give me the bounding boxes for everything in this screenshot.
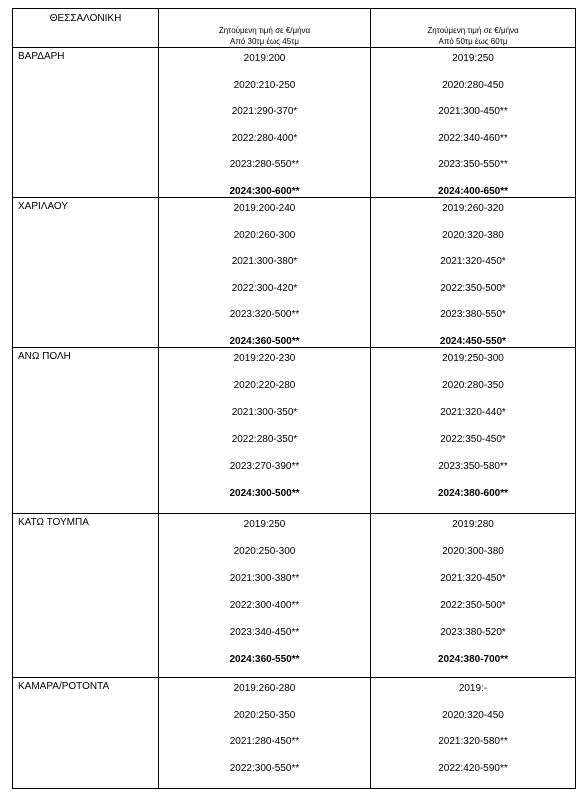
large-header-line1: Ζητούμενη τιμή σε €/μήνα bbox=[427, 26, 519, 35]
large-apartment-prices-cell bbox=[371, 348, 575, 513]
rent-price-table bbox=[12, 8, 576, 789]
price-entry: 2019:250 bbox=[452, 53, 494, 64]
price-entry: 2023:270-390** bbox=[229, 461, 300, 472]
price-entry: 2021:320-580** bbox=[438, 736, 508, 747]
price-entry: 2020:250-350 bbox=[233, 709, 296, 721]
price-entry: 2020:220-280 bbox=[233, 380, 296, 391]
price-entry: 2022:300-400** bbox=[229, 600, 300, 611]
price-entry: 2023:350-580** bbox=[438, 461, 508, 472]
price-entry: 2019:- bbox=[458, 683, 488, 694]
area-name: ΧΑΡΙΛΑΟΥ bbox=[13, 198, 159, 347]
price-entry: 2020:320-450 bbox=[442, 709, 504, 721]
small-apartment-prices-cell bbox=[159, 348, 371, 513]
small-apartment-prices-cell bbox=[159, 678, 371, 788]
price-entry: 2024:450-550* bbox=[439, 335, 507, 347]
table-row bbox=[13, 198, 575, 348]
price-entry: 2023:380-520* bbox=[440, 627, 506, 638]
price-entry: 2021:320-450* bbox=[440, 256, 506, 267]
table-row bbox=[13, 514, 575, 678]
large-apartment-price-header bbox=[371, 9, 575, 47]
price-entry: 2024:300-600** bbox=[229, 185, 300, 197]
price-entry: 2020:280-350 bbox=[442, 380, 504, 391]
area-name: ΒΑΡΔΑΡΗ bbox=[13, 48, 159, 197]
small-header-line2: Από 30τμ έως 45τμ bbox=[230, 37, 299, 46]
small-apartment-prices-cell bbox=[159, 198, 371, 347]
price-entry: 2022:420-590** bbox=[438, 762, 508, 774]
price-entry: 2024:360-500** bbox=[229, 335, 300, 347]
price-entry: 2020:210-250 bbox=[233, 79, 296, 91]
price-entry: 2019:260-280 bbox=[233, 683, 296, 694]
large-apartment-prices-cell bbox=[371, 514, 575, 677]
small-apartment-price-header bbox=[159, 9, 371, 47]
price-entry: 2021:320-450* bbox=[440, 573, 506, 584]
table-header-row bbox=[13, 9, 575, 48]
price-entry: 2022:300-420* bbox=[231, 282, 298, 294]
price-entry: 2022:350-500* bbox=[440, 600, 506, 611]
price-entry: 2024:300-500** bbox=[229, 488, 300, 499]
price-entry: 2022:350-500* bbox=[440, 282, 506, 294]
price-entry: 2022:280-400* bbox=[231, 132, 298, 144]
price-entry: 2021:300-380* bbox=[231, 256, 298, 267]
price-entry: 2019:250-300 bbox=[442, 353, 504, 364]
price-entry: 2020:320-380 bbox=[442, 229, 504, 241]
price-entry: 2024:380-600** bbox=[437, 488, 509, 499]
price-entry: 2023:320-500** bbox=[229, 309, 300, 320]
price-entry: 2021:300-350* bbox=[231, 407, 298, 418]
small-apartment-prices-cell bbox=[159, 514, 371, 677]
price-entry: 2021:300-380** bbox=[229, 573, 300, 584]
price-entry: 2020:280-450 bbox=[442, 79, 504, 91]
price-entry: 2024:360-550** bbox=[229, 654, 300, 665]
price-entry: 2022:350-450* bbox=[440, 434, 506, 445]
price-entry: 2024:400-650** bbox=[437, 185, 509, 197]
price-entry: 2021:290-370* bbox=[231, 106, 298, 117]
large-apartment-prices-cell bbox=[371, 198, 575, 347]
price-entry: 2022:280-350* bbox=[231, 434, 298, 445]
price-entry: 2019:200-240 bbox=[233, 203, 296, 214]
price-entry: 2019:250 bbox=[243, 519, 286, 530]
small-header-line1: Ζητούμενη τιμή σε €/μήνα bbox=[218, 26, 311, 35]
price-entry: 2022:300-550** bbox=[229, 762, 300, 774]
table-row bbox=[13, 678, 575, 788]
table-row bbox=[13, 348, 575, 514]
area-name: ΚΑΤΩ ΤΟΥΜΠΑ bbox=[13, 514, 159, 677]
small-apartment-prices-cell bbox=[159, 48, 371, 197]
price-entry: 2023:280-550** bbox=[229, 159, 300, 170]
table-row bbox=[13, 48, 575, 198]
price-entry: 2021:320-440* bbox=[440, 407, 506, 418]
price-entry: 2021:280-450** bbox=[229, 736, 300, 747]
price-entry: 2022:340-460** bbox=[438, 132, 508, 144]
large-apartment-prices-cell bbox=[371, 678, 575, 788]
area-name: ΑΝΩ ΠΟΛΗ bbox=[13, 348, 159, 513]
price-entry: 2019:200 bbox=[243, 53, 286, 64]
price-entry: 2021:300-450** bbox=[438, 106, 508, 117]
price-entry: 2020:260-300 bbox=[233, 229, 296, 241]
area-name: ΚΑΜΑΡΑ/ΡΟΤΟΝΤΑ bbox=[13, 678, 159, 788]
price-entry: 2024:380-700** bbox=[437, 654, 509, 665]
price-entry: 2019:220-230 bbox=[233, 353, 296, 364]
large-apartment-prices-cell bbox=[371, 48, 575, 197]
price-entry: 2020:250-300 bbox=[233, 546, 296, 557]
price-entry: 2019:260-320 bbox=[442, 203, 504, 214]
large-header-line2: Από 50τμ έως 60τμ bbox=[438, 37, 508, 46]
price-entry: 2020:300-380 bbox=[442, 546, 504, 557]
price-entry: 2023:340-450** bbox=[229, 627, 300, 638]
city-header: ΘΕΣΣΑΛΟΝΙΚΗ bbox=[13, 9, 159, 47]
price-entry: 2023:350-550** bbox=[438, 159, 508, 170]
price-entry: 2023:380-550* bbox=[440, 309, 506, 320]
price-entry: 2019:280 bbox=[452, 519, 494, 530]
